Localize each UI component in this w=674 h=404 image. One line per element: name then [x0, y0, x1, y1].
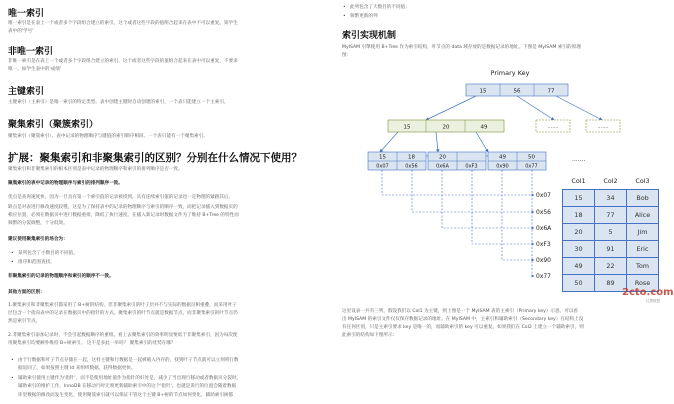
- advantage-item-cont: 辅助索引的维护工作，InnoDB 在移动行时无须更新辅助索引中的这个'指针'。也就是说行的位置会随着数据: [18, 384, 237, 389]
- root-key: 15: [479, 88, 487, 95]
- table-row: [563, 207, 659, 224]
- table-cell: 22: [595, 258, 627, 275]
- leaf-addr: 0x07: [376, 163, 389, 170]
- para1-line-4: 频繁的分裂调整，十分低效。: [8, 221, 68, 226]
- leaf-node: [368, 152, 426, 170]
- primary-index-line-1: 主键索引（主索引）是唯一索引的特定类型。表中创建主键时自动创建的索引，一个表只能建立一个主索引。: [8, 100, 229, 105]
- advantage-item-cont: 据返回了，如果按照主键 Id 来组织数据，获得数据更快。: [18, 366, 136, 371]
- leaf-key: 15: [379, 154, 386, 161]
- bottom-text-line-3: 有任何区别，只是主索引要求 key 是唯一的，而辅助索引的 key 可以重复。如果我们在 Col2 上建立一个辅助索引，则: [342, 325, 584, 330]
- middle-node: [388, 120, 504, 132]
- table-cell: Eric: [627, 241, 659, 258]
- site-watermark: 2cto.com: [622, 287, 674, 298]
- mechanism-intro-line-2: 图：: [342, 53, 352, 58]
- para1-line-2: 缺点是对表进行修改速度较慢，这是为了保持表中的记录的物理顺序与索引的顺序一致，而把记录插入到数据页的: [8, 205, 238, 210]
- clustered-use-cases-heading: 建议使用聚集索引的场合为：: [8, 237, 68, 242]
- non-unique-line-2: 唯一。如学生表中的'成绩': [8, 67, 62, 72]
- other-differences-heading: 其他方面的区别：: [8, 290, 45, 295]
- table-cell: Alice: [627, 207, 659, 224]
- middle-key: 15: [403, 124, 411, 131]
- table-row: [563, 224, 659, 241]
- table-cell: 34: [595, 190, 627, 207]
- leaf-key: 18: [408, 154, 415, 161]
- use-case-item: • 某列包含了小数目的不同值。: [18, 250, 78, 258]
- advantage-item: • 辅助索引使用主键作为'指针'，而不是使用地址值作为指针的好处是，减少了当出现行移动或者数据页分裂时，: [18, 375, 241, 383]
- table-cell: Jim: [627, 224, 659, 241]
- site-watermark-sub: 红黑联盟: [646, 299, 660, 303]
- bottom-text-line-4: 此索引的结构如下图所示：: [342, 333, 398, 338]
- leaf-key: 49: [499, 154, 506, 161]
- table-header: Col2: [603, 177, 618, 185]
- pointer-label: 0x6A: [536, 225, 552, 232]
- para3-line-1: 2.非聚集索引添加记录时，不会引起数据顺序的重组。看上去聚集索引的效率明显要低于非聚集索引，因为每次使: [8, 333, 238, 338]
- middle-key: 49: [480, 124, 488, 131]
- para2-line-1: 1.聚集索引和非聚集索引都采用了 B+树的结构，但非聚集索引的叶子层并不与实际的数据页相重叠，而采用叶子: [8, 303, 237, 308]
- left-column: [0, 0, 330, 404]
- bottom-text-line-1: 这里设表一共有三列，假设我们以 Col1 为主键，则上图是一个 MyISAM 表的主索引（Primary key）示意。可以看: [342, 309, 579, 314]
- leaf-addr: 0x90: [496, 163, 509, 170]
- extension-intro: 聚集索引和非聚集索引的根本区别是表中记录的物理顺序和索引的排列顺序是否一致。: [8, 167, 183, 172]
- middle-key: 20: [442, 124, 450, 131]
- advantage-item-cont: 库里数据的修改而发生变化，使用聚簇索引就可以保证不管这个主键 B+树的节点如何变化，辅助索引树都: [18, 393, 234, 398]
- pointer-label: 0x77: [536, 273, 552, 280]
- heading-clustered-index: 聚集索引（聚簇索引）: [8, 120, 99, 130]
- table-cell: Rose: [627, 275, 659, 292]
- unique-index-line-1: 唯一索引是在表上一个或者多个字段组合建立的索引，这个或者这些字段的值组合起来在表中不可以重复。知学生: [8, 21, 238, 26]
- primary-key-label: Primary Key: [490, 69, 530, 77]
- non-unique-line-1: 非唯一索引是在表上一个或者多个字段组合建立的索引，这个或者这些字段的值组合起来在表中可以重复，不要求: [8, 59, 238, 64]
- table-row: [563, 190, 659, 207]
- table-row: [563, 258, 659, 275]
- unique-index-line-2: 表中的'学号': [8, 29, 34, 34]
- leaf-key: 50: [528, 154, 535, 161]
- table-cell: 18: [563, 207, 595, 224]
- para1-line-3: 相应位置，必须在数据页中进行数据重排，降低了执行速度。在插入新记录时数据文件为了维持 B+Tree 的特性而: [8, 213, 239, 218]
- table-cell: 49: [563, 258, 595, 275]
- table-cell: 77: [595, 207, 627, 224]
- placeholder-dots: .......: [597, 124, 609, 130]
- root-key: 56: [513, 88, 521, 95]
- heading-unique-index: 唯一索引: [8, 9, 45, 19]
- table-cell: 15: [563, 190, 595, 207]
- root-key: 77: [547, 88, 555, 95]
- table-cell: Tom: [627, 258, 659, 275]
- leaf-addr: 0x6A: [436, 163, 449, 170]
- mechanism-intro-line-1: MyISAM 引擎使用 B+Tree 作为索引结构，叶节点的 data 域存放的是数据记录的地址。下图是 MyISAM 索引的原理: [342, 45, 581, 50]
- table-cell: Bob: [627, 190, 659, 207]
- clustered-bold-note: 聚集索引的表中记录的物理顺序与索引的排列顺序一致。: [8, 181, 123, 186]
- table-cell: 30: [563, 241, 595, 258]
- heading-primary-index: 主键索引: [8, 87, 45, 97]
- pointer-label: 0x90: [536, 257, 552, 264]
- leaf-addr: 0xF3: [465, 163, 478, 170]
- table-header: Col1: [571, 177, 586, 185]
- advantage-item: • 由于行数据和叶子节点存储在一起，这样主键和行数据是一起被载入内存的，找到叶子节点就可以立刻将行数: [18, 357, 239, 365]
- leaf-addr: 0x56: [405, 163, 418, 170]
- leaf-key: 20: [439, 154, 446, 161]
- leaf-node: [428, 152, 486, 170]
- para2-line-3: 然是索引节点。: [8, 319, 41, 324]
- pointer-label: 0x07: [536, 192, 552, 199]
- top-bullet-item: • 频繁更新的列: [350, 13, 378, 21]
- heading-non-unique-index: 非唯一索引: [8, 47, 54, 57]
- table-header: Col3: [635, 177, 650, 185]
- table-row: [563, 241, 659, 258]
- clustered-index-line-1: 聚集索引（聚簇索引），表中记录的物理顺序与键值的索引顺序相同。一个表只能有一个聚集索引。: [8, 134, 208, 139]
- table-cell: 91: [595, 241, 627, 258]
- root-node: [466, 84, 568, 96]
- leaf-node: [488, 152, 546, 170]
- table-cell: 20: [563, 224, 595, 241]
- table-cell: 89: [595, 275, 627, 292]
- table-cell: 50: [563, 275, 595, 292]
- heading-index-mechanism: 索引实现机制: [342, 31, 397, 41]
- pointer-label: 0xF3: [536, 241, 551, 248]
- bottom-text-line-2: 出 MyISAM 的索引文件仅仅保存数据记录的地址。在 MyISAM 中，主索引和辅助索引（Secondary key）在结构上没: [342, 317, 584, 322]
- table-cell: 5: [595, 224, 627, 241]
- nonclustered-bold-note: 非聚集索引的记录的物理顺序和索引的顺序不一致。: [8, 274, 114, 279]
- leaf-continuation-dots: .......: [572, 156, 586, 163]
- para1-line-1: 优点是查询速度快，因为一旦具有第一个索引值的记录被找到，具有连续索引值的记录也一定物理的紧跟其后。: [8, 195, 234, 200]
- para2-line-2: 层包含一个指向表中的记录在数据页中的指针的方式。聚集索引的叶节点就是数据节点，而非聚集索引的叶节点仍: [8, 311, 238, 316]
- heading-extension: 扩展：聚集索引和非聚集索引的区别？分别在什么情况下使用？: [8, 152, 302, 164]
- pointer-label: 0x56: [536, 209, 552, 216]
- right-column: [336, 0, 674, 404]
- use-case-item: • 排序和范围查找。: [18, 259, 55, 267]
- top-bullet-item: • 此列包含了大数目的不同值；: [350, 4, 410, 12]
- para3-line-2: 用聚集索引均要额外维持 B+树索引。 这不是多此一举吗？ 聚集索引的优势在哪？: [8, 341, 176, 346]
- leaf-addr: 0x77: [525, 163, 538, 170]
- data-records-table: [562, 173, 659, 292]
- placeholder-dots: .......: [547, 124, 559, 130]
